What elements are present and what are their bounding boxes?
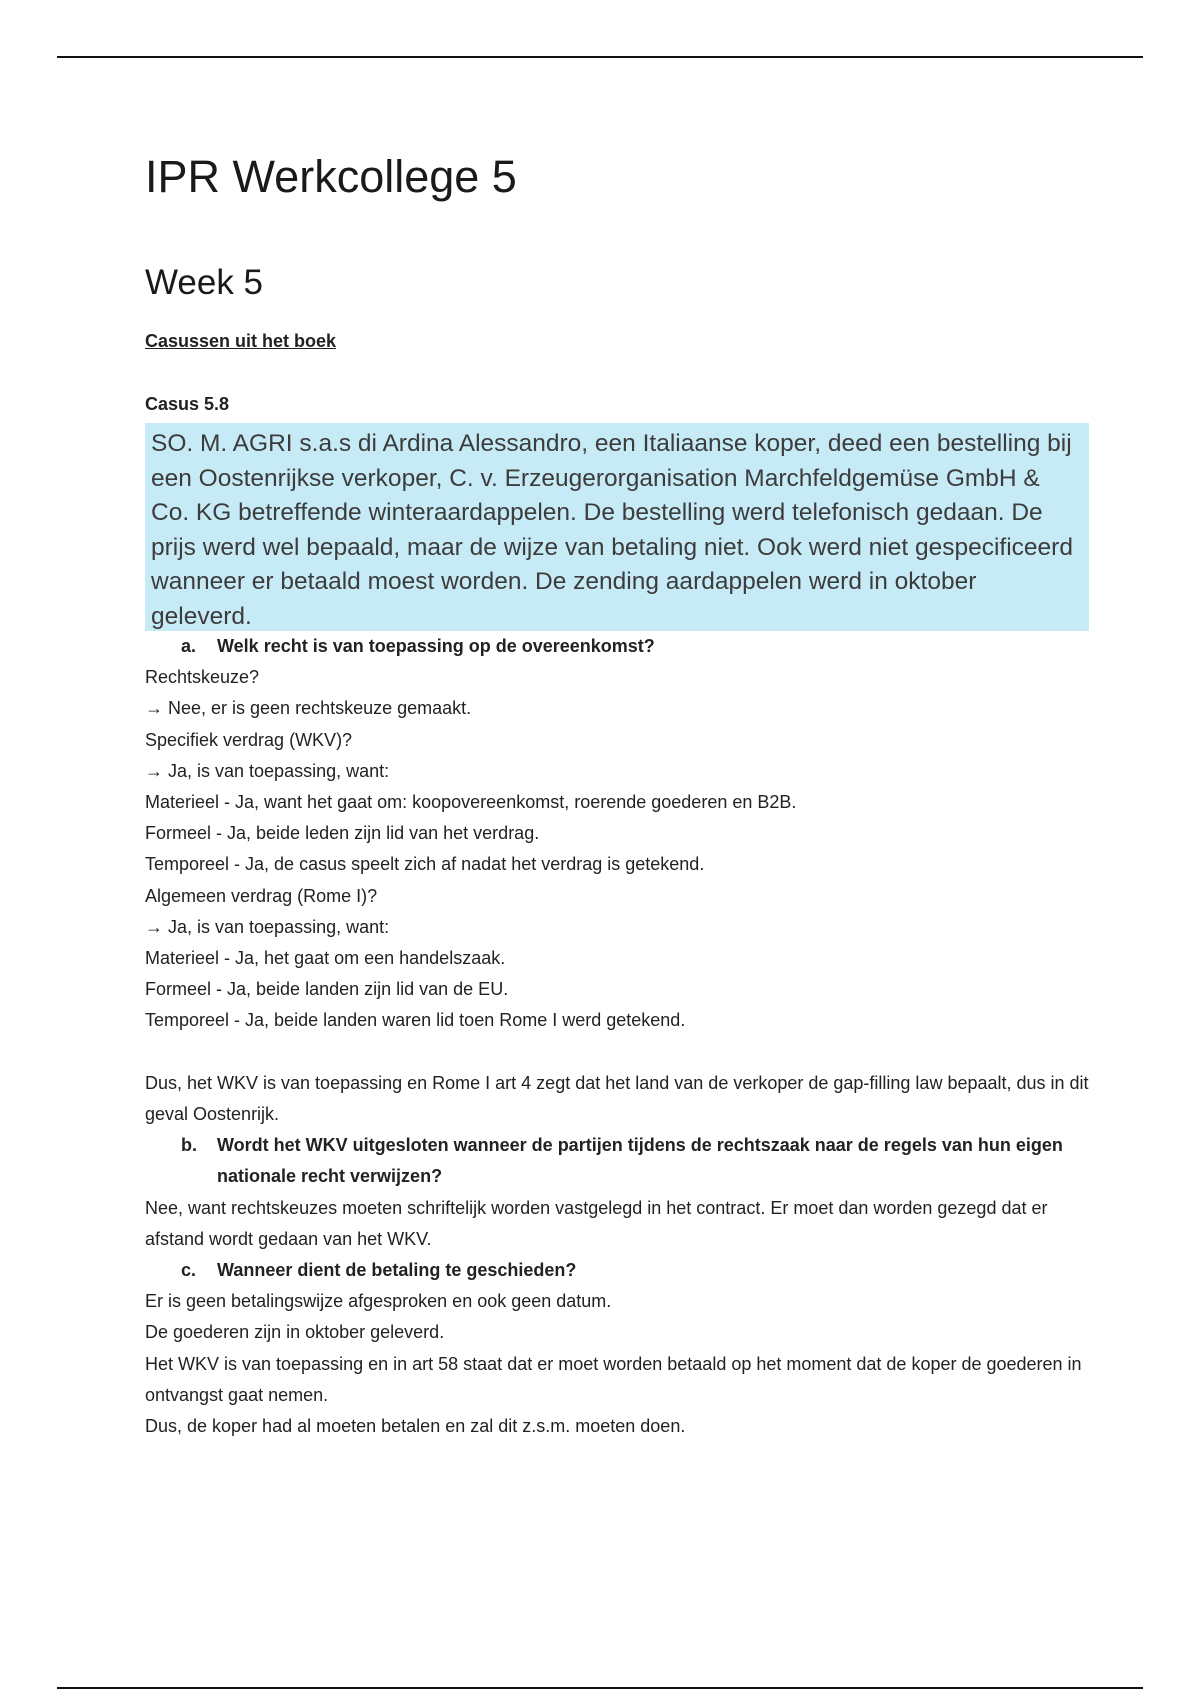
answer-paragraph: Nee, want rechtskeuzes moeten schriftelijk worden vastgelegd in het contract. Er moet dan worden gezegd dat er afstand wordt gedaan van het WKV. [145,1197,1048,1249]
question-letter: c. [181,1260,197,1281]
answer-line: → Ja, is van toepassing, want: [145,760,390,781]
answer-line: → Nee, er is geen rechtskeuze gemaakt. [145,698,472,719]
question-letter: a. [181,636,197,656]
answer-line: Algemeen verdrag (Rome I)? [145,885,378,906]
header-rule [57,56,1143,58]
blank-line [145,1037,1095,1068]
casus-scan-image [145,423,1089,631]
answer-line: Formeel - Ja, beide leden zijn lid van het verdrag. [145,823,540,844]
question-text: Welk recht is van toepassing op de overeenkomst? [217,636,655,656]
question-text: Wordt het WKV uitgesloten wanneer de partijen tijdens de rechtszaak naar de regels van hun eigen nationale recht verwijzen? [217,1135,1063,1187]
week-heading: Week 5 [145,263,264,302]
answer-line: → Ja, is van toepassing, want: [145,916,390,937]
question-c [145,1255,1095,1286]
answer-conclusion: Dus, de koper had al moeten betalen en zal dit z.s.m. moeten doen. [145,1416,686,1437]
casus-scan-text: SO. M. AGRI s.a.s di Ardina Alessandro, een Italiaanse koper, deed een bestelling bij een Oostenrijkse verkoper, C. v. Erzeugerorganisation Marchfeldgemüse GmbH & Co. KG betreffende winteraardappelen. De bestelling werd telefonisch gedaan. De prijs werd wel bepaald, maar de wijze van betaling niet. Ook werd niet gespecificeerd wanneer er betaald moest worden. De zending aardappelen werd in oktober geleverd. [151,430,1073,630]
answers-body [145,631,1095,1442]
document-title: IPR Werkcollege 5 [145,151,517,202]
answer-line: Er is geen betalingswijze afgesproken en ook geen datum. [145,1291,612,1312]
footer-rule [57,1687,1143,1689]
answer-line: Rechtskeuze? [145,667,260,688]
casus-label: Casus 5.8 [145,394,230,414]
answer-line: Formeel - Ja, beide landen zijn lid van de EU. [145,979,509,1000]
answer-line: Specifiek verdrag (WKV)? [145,729,353,750]
question-b [145,1130,1095,1192]
answer-line: Temporeel - Ja, beide landen waren lid toen Rome I werd getekend. [145,1010,686,1031]
answer-conclusion: Dus, het WKV is van toepassing en Rome I art 4 zegt dat het land van de verkoper de gap-filling law bepaalt, dus in dit geval Oostenrijk. [145,1072,1089,1125]
answer-line: Materieel - Ja, want het gaat om: koopovereenkomst, roerende goederen en B2B. [145,792,797,813]
question-a [145,631,1095,662]
answer-line: Temporeel - Ja, de casus speelt zich af nadat het verdrag is getekend. [145,854,705,875]
answer-line: Materieel - Ja, het gaat om een handelszaak. [145,948,506,969]
answer-line: De goederen zijn in oktober geleverd. [145,1322,445,1343]
question-letter: b. [181,1135,197,1156]
answer-paragraph: Het WKV is van toepassing en in art 58 staat dat er moet worden betaald op het moment dat de koper de goederen in ontvangst gaat nemen. [145,1353,1082,1405]
section-heading: Casussen uit het boek [145,331,337,351]
question-text: Wanneer dient de betaling te geschieden? [217,1260,577,1281]
